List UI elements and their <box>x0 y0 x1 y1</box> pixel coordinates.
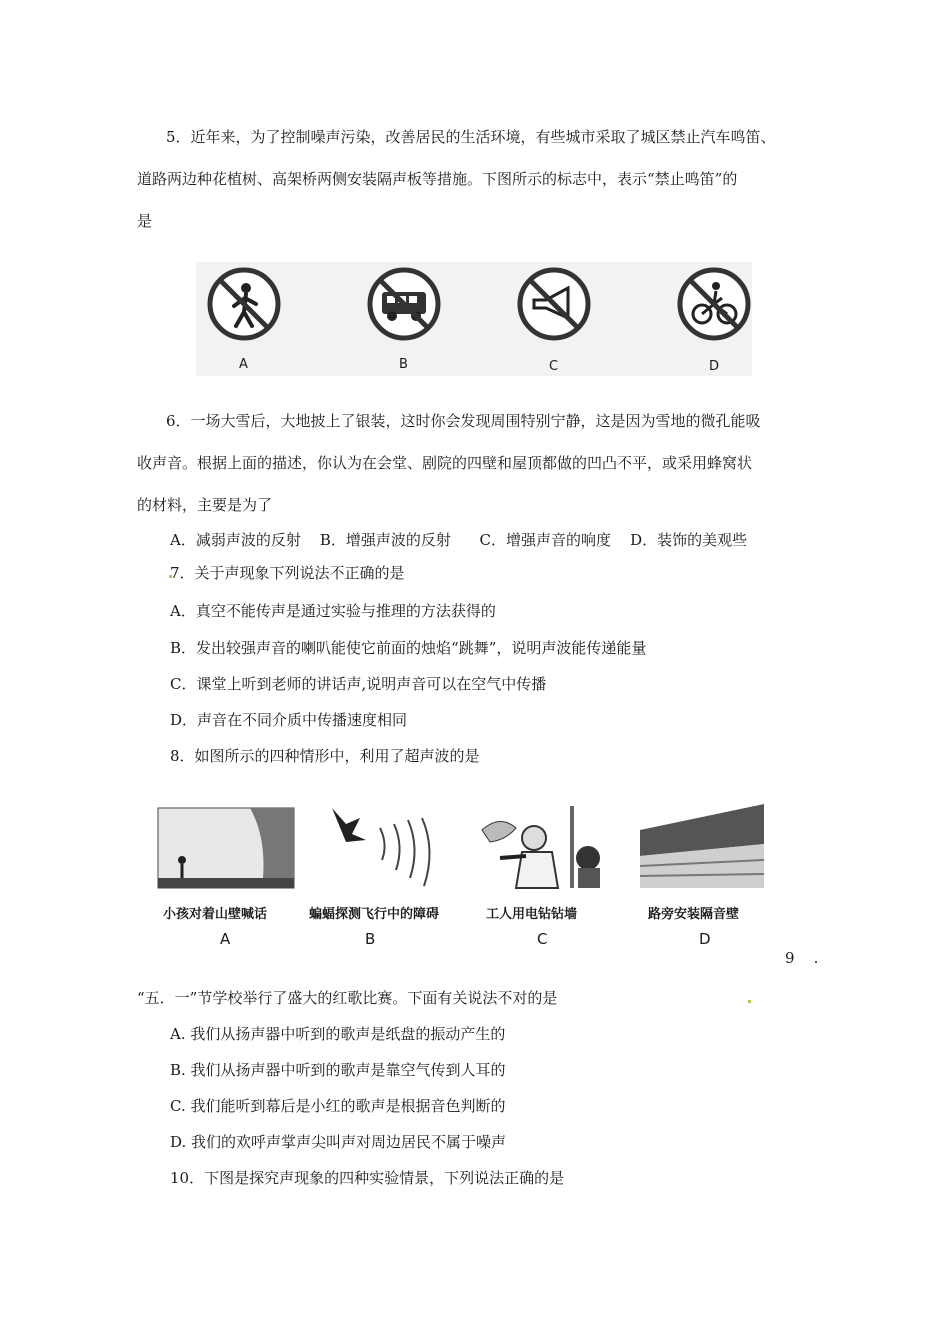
worker-drill-picture <box>482 806 600 888</box>
q5-line-3: 是 <box>137 212 153 230</box>
no-horn-icon <box>520 270 588 338</box>
q9-option-b: B. 我们从扬声器中听到的歌声是靠空气传到人耳的 <box>170 1061 506 1079</box>
caption-d: 路旁安装隔音壁 <box>648 907 740 922</box>
picture-letter-c: C <box>537 930 548 948</box>
q7-option-b: B．发出较强声音的喇叭能使它前面的烛焰“跳舞”，说明声波能传递能量 <box>170 639 647 657</box>
q9-option-c: C. 我们能听到幕后是小红的歌声是根据音色判断的 <box>170 1097 506 1115</box>
bat-echolocation-picture <box>332 808 430 886</box>
q7-option-c: C．课堂上听到老师的讲话声,说明声音可以在空气中传播 <box>170 675 547 693</box>
q9-option-d: D. 我们的欢呼声掌声尖叫声对周边居民不属于噪声 <box>170 1133 507 1151</box>
child-cliff-picture <box>158 808 294 888</box>
sign-letter-a: A <box>239 357 248 372</box>
q5-line-2: 道路两边种花植树、高架桥两侧安装隔声板等措施。下图所示的标志中，表示“禁止鸣笛”的 <box>137 170 738 188</box>
traffic-signs-svg <box>196 262 752 376</box>
q6-line-3: 的材料，主要是为了 <box>137 496 273 514</box>
q9-number: 9 . <box>785 949 819 967</box>
q7-option-a: A．真空不能传声是通过实验与推理的方法获得的 <box>170 602 496 620</box>
q9-stem: “五．一”节学校举行了盛大的红歌比赛。下面有关说法不对的是 <box>137 989 558 1007</box>
q7-option-d: D．声音在不同介质中传播速度相同 <box>170 711 408 729</box>
q6-line-1: 6．一场大雪后，大地披上了银装，这时你会发现周围特别宁静，这是因为雪地的微孔能吸 <box>166 412 761 430</box>
sign-letter-c: C <box>549 359 559 374</box>
caption-b: 蝙蝠探测飞行中的障碍 <box>309 907 440 922</box>
q8-stem: 8．如图所示的四种情形中，利用了超声波的是 <box>170 747 480 765</box>
q5-line-1: 5．近年来，为了控制噪声污染，改善居民的生活环境，有些城市采取了城区禁止汽车鸣笛、 <box>166 128 776 146</box>
ultrasound-pictures-svg <box>150 800 780 900</box>
caption-a: 小孩对着山壁喊话 <box>163 907 268 922</box>
picture-letter-d: D <box>699 930 711 948</box>
picture-letter-a: A <box>220 930 231 948</box>
q10-stem: 10．下图是探究声现象的四种实验情景，下列说法正确的是 <box>170 1169 565 1187</box>
no-bus-icon <box>370 270 438 338</box>
traffic-sign-figure <box>196 262 752 376</box>
no-pedestrian-icon <box>210 270 278 338</box>
speck <box>748 1000 751 1003</box>
sign-letter-d: D <box>709 359 720 374</box>
q9-option-a: A. 我们从扬声器中听到的歌声是纸盘的振动产生的 <box>170 1025 506 1043</box>
picture-letter-b: B <box>365 930 376 948</box>
no-bicycle-icon <box>680 270 748 338</box>
q6-line-2: 收声音。根据上面的描述，你认为在会堂、剧院的四壁和屋顶都做的凹凸不平，或采用蜂窝状 <box>137 454 753 472</box>
ultrasound-figure <box>150 800 780 960</box>
q7-stem: 7．关于声现象下列说法不正确的是 <box>170 564 405 582</box>
q6-options: A．减弱声波的反射 B．增强声波的反射 C．增强声音的响度 D．装饰的美观些 <box>170 531 748 549</box>
sign-letter-b: B <box>399 357 408 372</box>
caption-c: 工人用电钻钻墙 <box>486 907 578 922</box>
sound-barrier-picture <box>640 804 764 888</box>
